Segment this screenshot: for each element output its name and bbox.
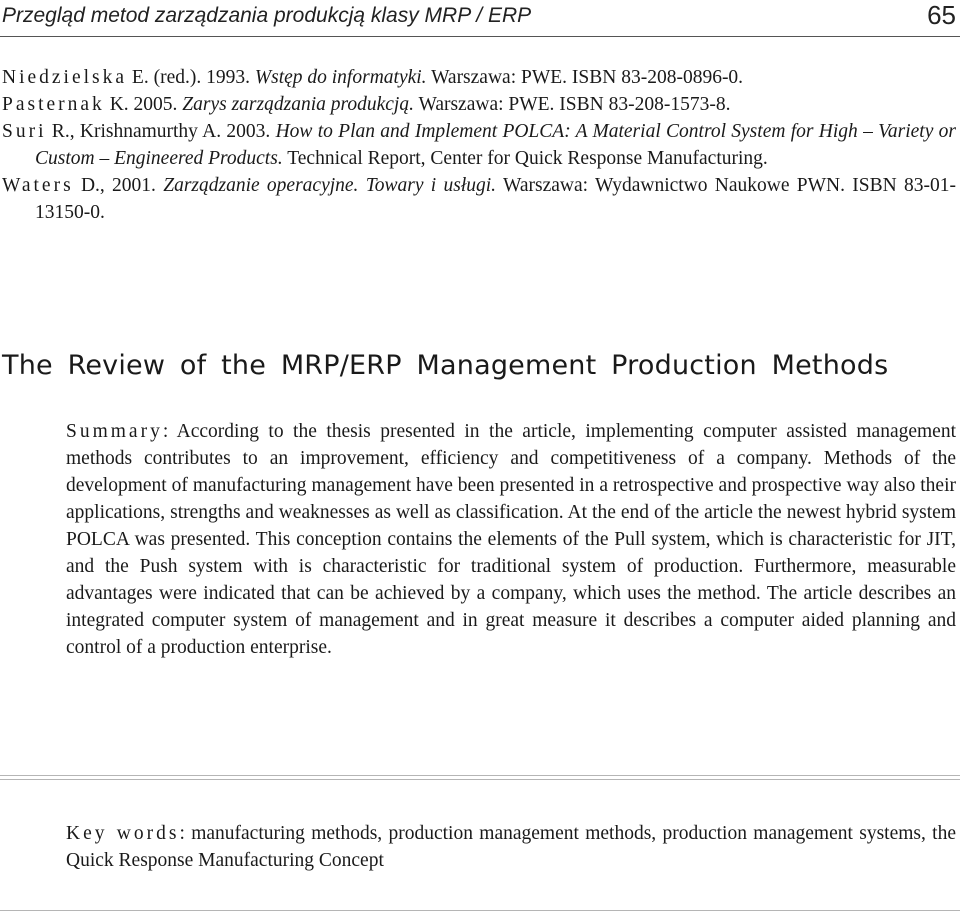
reference-entry (2, 91, 956, 118)
keywords-text: : manufacturing methods, production management methods, production management systems, the Quick Response Manufacturing Concept (66, 823, 956, 871)
reference-title: Wstęp do informatyki. (254, 67, 427, 88)
reference-publisher: Warszawa: PWE. ISBN 83-208-0896-0. (426, 67, 744, 88)
reference-title: Zarządzanie operacyjne. Towary i usługi. (163, 175, 497, 196)
divider-line (0, 775, 960, 776)
running-header (0, 0, 960, 32)
summary-text: : According to the thesis presented in the article, implementing computer assisted management methods contributes to an improvement, efficiency and competitiveness of a company. Methods of the development of manufacturing management have been presented in a retrospective and prospective way also their applications, strengths and weaknesses as well as classification. At the end of the article the newest hybrid system POLCA was presented. This conception contains the elements of the Pull system, which is characteristic for JIT, and the Push system with is characteristic for traditional system of production. Furthermore, measurable advantages were indicated that can be achieved by a company, which uses the method. The article describes an integrated computer system of management and in great measure it describes a computer aided planning and control of a production enterprise. (66, 421, 956, 658)
keywords-paragraph (66, 820, 956, 874)
reference-entry (2, 118, 956, 172)
divider-line (0, 910, 960, 911)
reference-details: D., 2001. (73, 175, 164, 196)
reference-title: How to Plan and Implement POLCA: A Material Control System for High – Variety or Custom – Engineered Products. (35, 121, 956, 169)
reference-details: K. 2005. (104, 94, 183, 115)
summary-paragraph (66, 418, 956, 661)
divider-line (0, 779, 960, 780)
page-number: 65 (927, 0, 956, 30)
summary-label: Summary (66, 421, 163, 442)
reference-author: Niedzielska (2, 67, 128, 88)
reference-title: Zarys zarządzania produkcją. (182, 94, 414, 115)
reference-list (2, 64, 956, 226)
keywords-label: Key words (66, 823, 180, 844)
reference-author: Suri (2, 121, 47, 142)
section-title: The Review of the MRP/ERP Management Production Methods (2, 350, 889, 381)
reference-details: R., Krishnamurthy A. 2003. (46, 121, 276, 142)
running-title: Przegląd metod zarządzania produkcją klasy MRP / ERP (2, 4, 532, 27)
reference-entry (2, 64, 956, 91)
reference-publisher: Technical Report, Center for Quick Response Manufacturing. (282, 148, 768, 169)
reference-entry (2, 172, 956, 226)
reference-publisher: Warszawa: PWE. ISBN 83-208-1573-8. (413, 94, 731, 115)
reference-author: Pasternak (2, 94, 105, 115)
reference-publisher: Warszawa: Wydawnictwo Naukowe PWN. ISBN 83-01-13150-0. (35, 175, 956, 223)
header-rule (0, 36, 960, 37)
reference-details: E. (red.). 1993. (127, 67, 255, 88)
reference-author: Waters (2, 175, 74, 196)
